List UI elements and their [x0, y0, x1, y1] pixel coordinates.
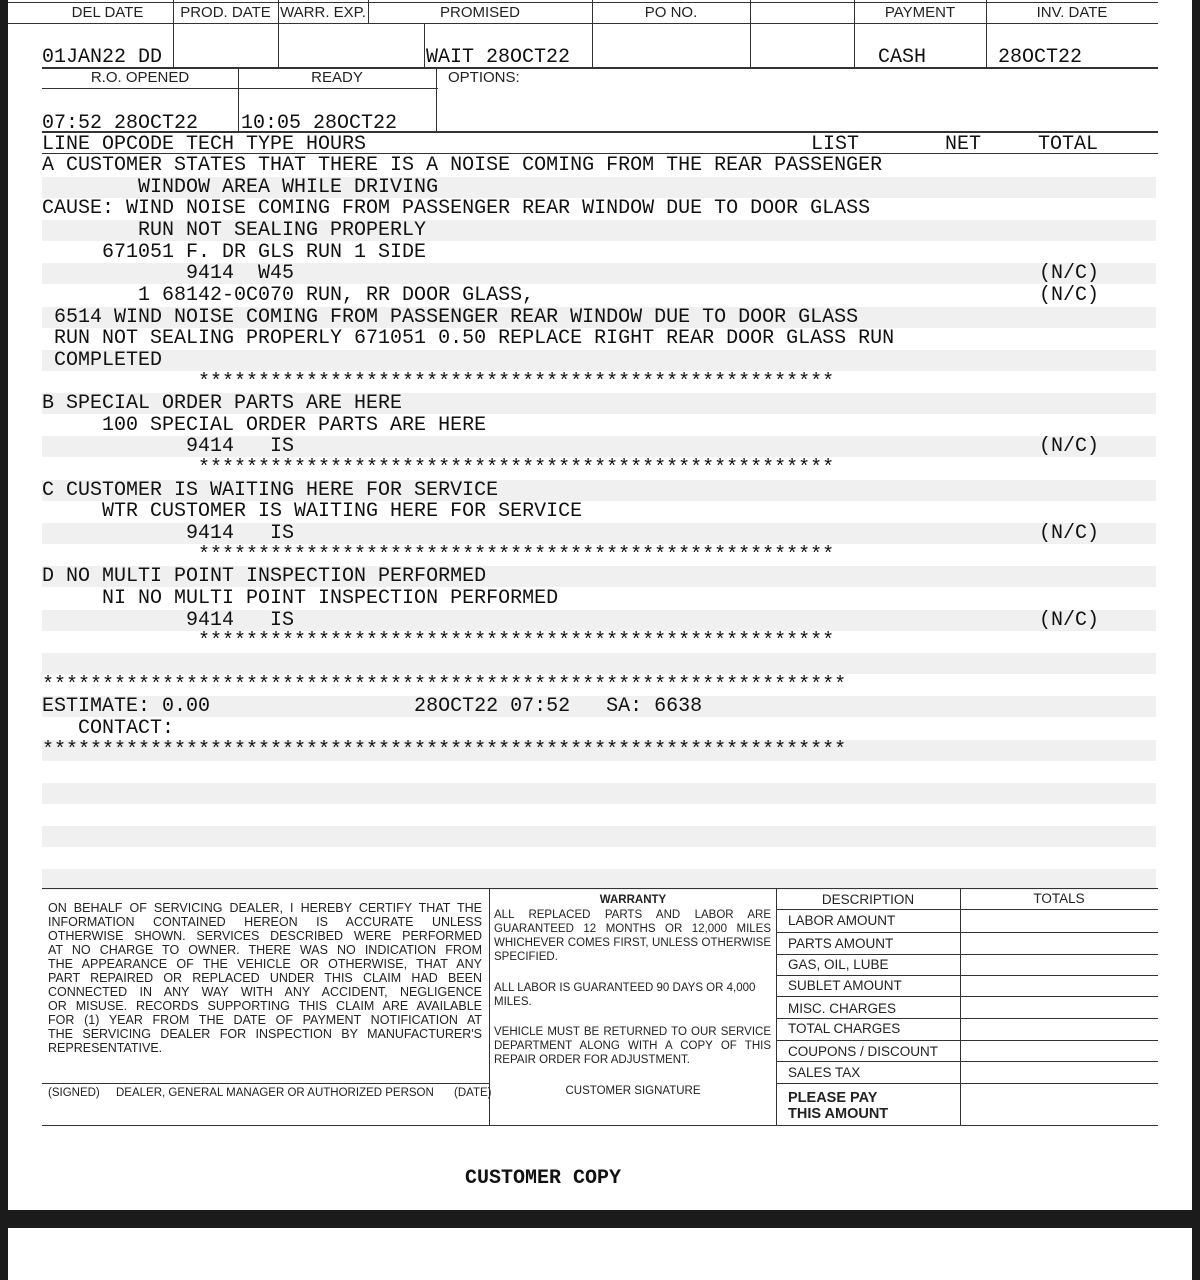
warranty-line: ALL REPLACED PARTS AND LABOR ARE [494, 909, 771, 921]
repair-line-text: ******************************************************************* [42, 673, 847, 697]
repair-line-text: 9414 W45 [42, 262, 295, 286]
repair-line-text: ******************************************************************* [42, 738, 847, 762]
certify-line: AT NO CHARGE TO OWNER. THERE WAS NO INDICATION FROM [48, 943, 482, 957]
prod-date-label: PROD. DATE [180, 4, 271, 21]
row-band [42, 826, 1156, 847]
totals-row-rule [776, 932, 1158, 933]
payment-label: PAYMENT [884, 4, 956, 21]
repair-line-text: WTR CUSTOMER IS WAITING HERE FOR SERVICE [42, 500, 583, 524]
footer-divider [960, 888, 961, 1126]
del-date-value: 01JAN22 DD [42, 46, 163, 69]
repair-line-text: 1 68142-0C070 RUN, RR DOOR GLASS, [42, 283, 535, 307]
warranty-return [494, 1025, 771, 1067]
certify-line: FOR (1) YEAR FROM THE DATE OF PAYMENT NOTIFICATION AT [48, 1013, 482, 1027]
total-charges-label: TOTAL CHARGES [788, 1021, 901, 1036]
warr-exp-label: WARR. EXP. [280, 4, 366, 21]
repair-line-text: 6514 WIND NOISE COMING FROM PASSENGER REAR WINDOW DUE TO DOOR GLASS [42, 305, 859, 329]
warranty-line: SPECIFIED. [494, 951, 558, 963]
repair-line-text: ***************************************************** [42, 370, 835, 394]
certification-text [48, 901, 482, 1055]
header-divider [424, 23, 425, 67]
coupons-discount-label: COUPONS / DISCOUNT [788, 1044, 939, 1059]
next-page-edge [8, 1228, 1192, 1280]
certify-line: ON BEHALF OF SERVICING DEALER, I HEREBY CERTIFY THAT THE [48, 901, 482, 915]
totals-header: TOTALS [1033, 891, 1085, 906]
certify-line: OTHERWISE SHOWN. SERVICES DESCRIBED WERE PERFORMED [48, 929, 482, 943]
inv-date-value: 28OCT22 [998, 46, 1083, 69]
row-band [42, 783, 1156, 804]
repair-line-text: CAUSE: WIND NOISE COMING FROM PASSENGER REAR WINDOW DUE TO DOOR GLASS [42, 197, 871, 221]
repair-line-text: A CUSTOMER STATES THAT THERE IS A NOISE COMING FROM THE REAR PASSENGER [42, 154, 883, 177]
totals-row-rule [776, 1061, 1158, 1062]
warranty-labor [494, 981, 771, 1009]
date-label: (DATE) [454, 1087, 492, 1099]
warranty-line: GUARANTEED 12 MONTHS OR 12,000 MILES [494, 923, 771, 935]
repair-line-text: 9414 IS [42, 435, 295, 459]
line-total-value: (N/C) [1039, 522, 1100, 546]
please-pay-label: THIS AMOUNT [788, 1106, 889, 1122]
repair-line-text: B SPECIAL ORDER PARTS ARE HERE [42, 392, 403, 416]
labor-amount-label: LABOR AMOUNT [788, 913, 896, 928]
repair-line-text: RUN NOT SEALING PROPERLY 671051 0.50 REPLACE RIGHT REAR DOOR GLASS RUN [42, 327, 895, 351]
row-band [42, 350, 1156, 371]
certify-line: PART REPAIRED OR REPLACED UNDER THIS CLAIM HAD BEEN [48, 971, 482, 985]
po-no-label: PO NO. [644, 4, 698, 21]
signature-rule [42, 1083, 489, 1084]
line-total-value: (N/C) [1039, 283, 1100, 307]
totals-row-rule [776, 954, 1158, 955]
totals-row-rule [776, 1040, 1158, 1041]
ro-opened-value: 07:52 28OCT22 [42, 112, 199, 135]
repair-line-text: CONTACT: [42, 716, 175, 740]
repair-line-text: 100 SPECIAL ORDER PARTS ARE HERE [42, 413, 487, 437]
payment-value: CASH [878, 46, 927, 69]
header-divider [436, 67, 437, 131]
warranty-line: VEHICLE MUST BE RETURNED TO OUR SERVICE [494, 1026, 771, 1038]
header-row2-label-rule [42, 88, 438, 89]
description-header: DESCRIPTION [821, 892, 915, 907]
warranty-line: REPAIR ORDER FOR ADJUSTMENT. [494, 1054, 690, 1066]
warranty-line: ALL LABOR IS GUARANTEED 90 DAYS OR 4,000 [494, 982, 756, 994]
certify-line: OR MISUSE. RECORDS SUPPORTING THIS CLAIM ARE AVAILABLE [48, 999, 482, 1013]
repair-line-text: COMPLETED [42, 348, 163, 372]
customer-signature-label: CUSTOMER SIGNATURE [565, 1085, 701, 1097]
repair-line-text: ***************************************************** [42, 543, 835, 567]
repair-line-text: 671051 F. DR GLS RUN 1 SIDE [42, 240, 427, 264]
footer-top-rule [42, 888, 1158, 889]
ready-value: 10:05 28OCT22 [241, 112, 398, 135]
del-date-label: DEL DATE [71, 4, 144, 21]
footer-divider [776, 888, 777, 1126]
repair-line-text: 9414 IS [42, 608, 295, 632]
totals-row-rule [776, 996, 1158, 997]
promised-value: WAIT 28OCT22 [426, 46, 571, 69]
certify-line: INFORMATION CONTAINED HEREON IS ACCURATE UNLESS [48, 915, 482, 929]
certify-line: THE SERVICING DEALER FOR INSPECTION BY MANUFACTURER'S [48, 1027, 482, 1041]
totals-row-rule [776, 1083, 1158, 1084]
repair-line-text: ***************************************************** [42, 457, 835, 481]
repair-line-text: WINDOW AREA WHILE DRIVING [42, 175, 439, 199]
line-total-value: (N/C) [1039, 262, 1100, 286]
certify-line: REPRESENTATIVE. [48, 1041, 163, 1055]
repair-line-text: NI NO MULTI POINT INSPECTION PERFORMED [42, 587, 559, 610]
warranty-line: MILES. [494, 996, 532, 1008]
ready-label: READY [311, 69, 363, 86]
columns-left-header: LINE OPCODE TECH TYPE HOURS [42, 133, 367, 156]
row-band [42, 653, 1156, 674]
sublet-amount-label: SUBLET AMOUNT [788, 978, 902, 993]
total-column-header: TOTAL [1038, 133, 1099, 156]
list-column-header: LIST [811, 133, 860, 156]
sales-tax-label: SALES TAX [788, 1065, 861, 1080]
certify-line: THE APPEARANCE OF THE VEHICLE OR OTHERWISE, THAT ANY [48, 957, 482, 971]
repair-line-text: ***************************************************** [42, 630, 835, 654]
customer-copy-label: CUSTOMER COPY [465, 1167, 622, 1190]
inv-date-label: INV. DATE [1036, 4, 1108, 21]
repair-line-text: C CUSTOMER IS WAITING HERE FOR SERVICE [42, 478, 499, 502]
totals-row-rule [776, 1018, 1158, 1019]
footer-bottom-rule [42, 1125, 1158, 1126]
line-total-value: (N/C) [1039, 608, 1100, 632]
dealer-signature-label: DEALER, GENERAL MANAGER OR AUTHORIZED PERSON [116, 1087, 434, 1099]
promised-label: PROMISED [439, 4, 520, 21]
misc-charges-label: MISC. CHARGES [788, 1001, 897, 1016]
net-column-header: NET [945, 133, 982, 156]
warranty-parts-labor [494, 908, 771, 964]
gas-oil-lube-label: GAS, OIL, LUBE [788, 957, 889, 972]
please-pay-label: PLEASE PAY [788, 1090, 878, 1106]
header-divider [750, 0, 751, 67]
signed-label: (SIGNED) [48, 1087, 100, 1099]
warranty-line: WHICHEVER COMES FIRST, UNLESS OTHERWISE [494, 937, 771, 949]
repair-line-text: D NO MULTI POINT INSPECTION PERFORMED [42, 565, 487, 589]
repair-line-text: ESTIMATE: 0.00 28OCT22 07:52 SA: 6638 [42, 695, 703, 719]
line-total-value: (N/C) [1039, 435, 1100, 459]
repair-line-text: 9414 IS [42, 522, 295, 546]
certify-line: CONNECTED IN ANY WAY WITH ANY ACCIDENT, NEGLIGENCE [48, 985, 482, 999]
warranty-title: WARRANTY [599, 894, 667, 906]
options-label: OPTIONS: [448, 69, 520, 86]
parts-amount-label: PARTS AMOUNT [788, 936, 894, 951]
warranty-line: DEPARTMENT ALONG WITH A COPY OF THIS [494, 1040, 771, 1052]
repair-order-page [8, 0, 1192, 1210]
totals-row-rule [776, 975, 1158, 976]
ro-opened-label: R.O. OPENED [90, 69, 190, 86]
repair-line-text: RUN NOT SEALING PROPERLY [42, 218, 427, 242]
totals-row-rule [776, 909, 1158, 910]
